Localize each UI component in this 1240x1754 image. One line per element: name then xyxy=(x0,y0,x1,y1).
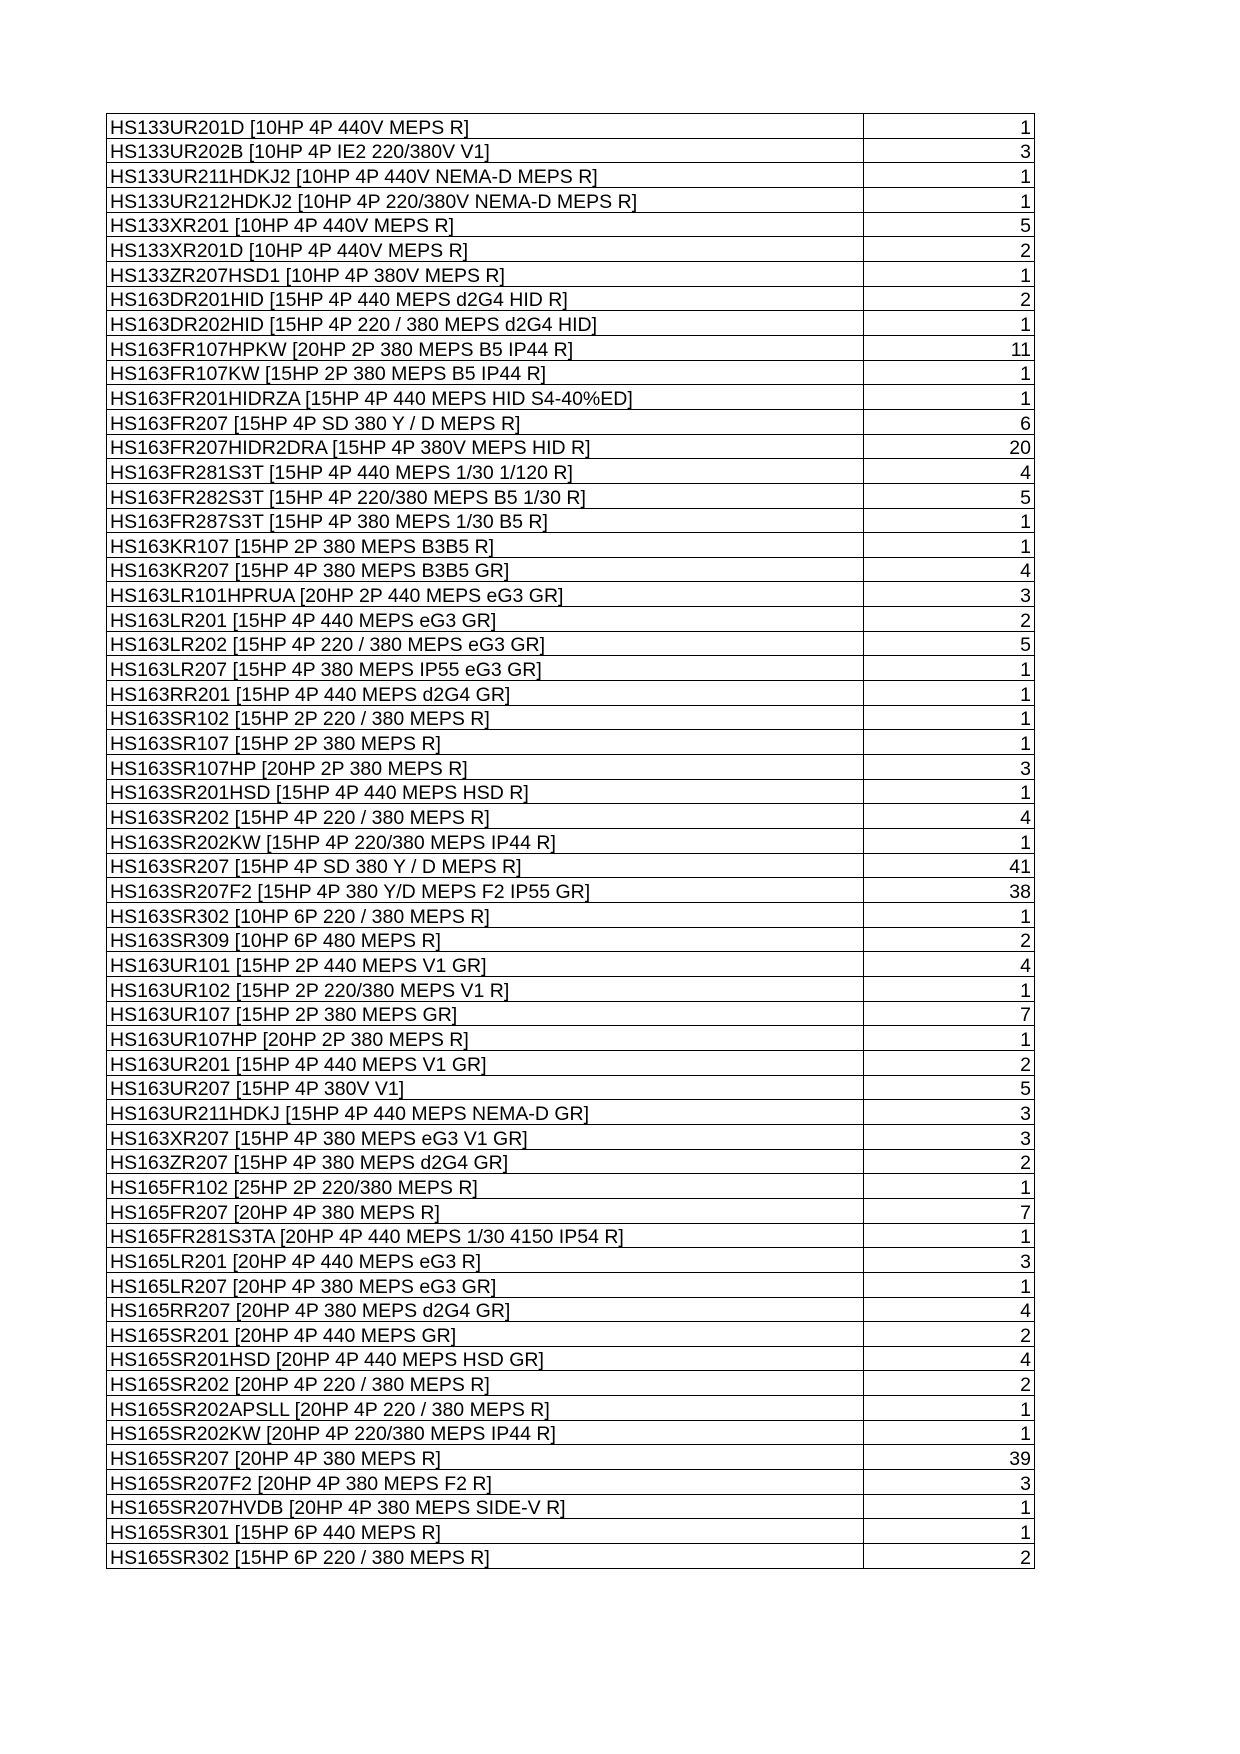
quantity-cell: 1 xyxy=(864,1026,1035,1051)
product-description-cell: HS163SR107HP [20HP 2P 380 MEPS R] xyxy=(107,755,864,780)
product-description-cell: HS165RR207 [20HP 4P 380 MEPS d2G4 GR] xyxy=(107,1297,864,1322)
product-description-cell: HS163FR107KW [15HP 2P 380 MEPS B5 IP44 R] xyxy=(107,360,864,385)
quantity-cell: 38 xyxy=(864,878,1035,903)
quantity-cell: 1 xyxy=(864,1519,1035,1544)
table-row xyxy=(107,1100,1035,1125)
quantity-cell: 5 xyxy=(864,1075,1035,1100)
table-row xyxy=(107,1050,1035,1075)
table-row xyxy=(107,1248,1035,1273)
product-description-cell: HS165SR202KW [20HP 4P 220/380 MEPS IP44 R] xyxy=(107,1420,864,1445)
table-row xyxy=(107,1174,1035,1199)
inventory-table-body xyxy=(107,114,1035,1569)
table-row xyxy=(107,705,1035,730)
product-description-cell: HS165SR201 [20HP 4P 440 MEPS GR] xyxy=(107,1322,864,1347)
quantity-cell: 5 xyxy=(864,631,1035,656)
quantity-cell: 1 xyxy=(864,311,1035,336)
quantity-cell: 2 xyxy=(864,1371,1035,1396)
table-row xyxy=(107,138,1035,163)
table-row xyxy=(107,1124,1035,1149)
quantity-cell: 1 xyxy=(864,508,1035,533)
quantity-cell: 1 xyxy=(864,829,1035,854)
product-description-cell: HS163FR107HPKW [20HP 2P 380 MEPS B5 IP44 R] xyxy=(107,335,864,360)
product-description-cell: HS165SR202APSLL [20HP 4P 220 / 380 MEPS R] xyxy=(107,1396,864,1421)
product-description-cell: HS163UR211HDKJ [15HP 4P 440 MEPS NEMA-D GR] xyxy=(107,1100,864,1125)
product-description-cell: HS163UR201 [15HP 4P 440 MEPS V1 GR] xyxy=(107,1050,864,1075)
product-description-cell: HS163UR102 [15HP 2P 220/380 MEPS V1 R] xyxy=(107,976,864,1001)
quantity-cell: 3 xyxy=(864,1248,1035,1273)
product-description-cell: HS163LR201 [15HP 4P 440 MEPS eG3 GR] xyxy=(107,607,864,632)
table-row xyxy=(107,903,1035,928)
quantity-cell: 2 xyxy=(864,237,1035,262)
table-row xyxy=(107,434,1035,459)
product-description-cell: HS163SR309 [10HP 6P 480 MEPS R] xyxy=(107,927,864,952)
table-row xyxy=(107,730,1035,755)
product-description-cell: HS163SR202KW [15HP 4P 220/380 MEPS IP44 R] xyxy=(107,829,864,854)
table-row xyxy=(107,1149,1035,1174)
product-description-cell: HS163SR201HSD [15HP 4P 440 MEPS HSD R] xyxy=(107,779,864,804)
product-description-cell: HS165SR202 [20HP 4P 220 / 380 MEPS R] xyxy=(107,1371,864,1396)
table-row xyxy=(107,286,1035,311)
table-row xyxy=(107,261,1035,286)
product-description-cell: HS163ZR207 [15HP 4P 380 MEPS d2G4 GR] xyxy=(107,1149,864,1174)
table-row xyxy=(107,1494,1035,1519)
table-row xyxy=(107,779,1035,804)
product-description-cell: HS163UR107HP [20HP 2P 380 MEPS R] xyxy=(107,1026,864,1051)
table-row xyxy=(107,681,1035,706)
quantity-cell: 3 xyxy=(864,1470,1035,1495)
product-description-cell: HS163SR202 [15HP 4P 220 / 380 MEPS R] xyxy=(107,804,864,829)
table-row xyxy=(107,1026,1035,1051)
table-row xyxy=(107,1519,1035,1544)
product-description-cell: HS133UR212HDKJ2 [10HP 4P 220/380V NEMA-D MEPS R] xyxy=(107,187,864,212)
quantity-cell: 41 xyxy=(864,853,1035,878)
table-row xyxy=(107,409,1035,434)
table-row xyxy=(107,1396,1035,1421)
quantity-cell: 1 xyxy=(864,187,1035,212)
product-description-cell: HS163FR207 [15HP 4P SD 380 Y / D MEPS R] xyxy=(107,409,864,434)
product-description-cell: HS165SR207 [20HP 4P 380 MEPS R] xyxy=(107,1445,864,1470)
product-description-cell: HS163XR207 [15HP 4P 380 MEPS eG3 V1 GR] xyxy=(107,1124,864,1149)
table-row xyxy=(107,533,1035,558)
table-row xyxy=(107,1445,1035,1470)
quantity-cell: 4 xyxy=(864,557,1035,582)
quantity-cell: 5 xyxy=(864,212,1035,237)
product-description-cell: HS133XR201D [10HP 4P 440V MEPS R] xyxy=(107,237,864,262)
table-row xyxy=(107,1223,1035,1248)
quantity-cell: 1 xyxy=(864,114,1035,139)
product-description-cell: HS165SR302 [15HP 6P 220 / 380 MEPS R] xyxy=(107,1544,864,1569)
table-row xyxy=(107,1075,1035,1100)
table-row xyxy=(107,607,1035,632)
quantity-cell: 1 xyxy=(864,1223,1035,1248)
table-row xyxy=(107,656,1035,681)
quantity-cell: 1 xyxy=(864,1420,1035,1445)
table-row xyxy=(107,508,1035,533)
quantity-cell: 2 xyxy=(864,1544,1035,1569)
quantity-cell: 7 xyxy=(864,1198,1035,1223)
quantity-cell: 1 xyxy=(864,779,1035,804)
quantity-cell: 2 xyxy=(864,927,1035,952)
table-row xyxy=(107,927,1035,952)
table-row xyxy=(107,853,1035,878)
product-description-cell: HS163UR107 [15HP 2P 380 MEPS GR] xyxy=(107,1001,864,1026)
quantity-cell: 1 xyxy=(864,976,1035,1001)
product-description-cell: HS163RR201 [15HP 4P 440 MEPS d2G4 GR] xyxy=(107,681,864,706)
product-description-cell: HS163UR207 [15HP 4P 380V V1] xyxy=(107,1075,864,1100)
table-row xyxy=(107,1198,1035,1223)
quantity-cell: 2 xyxy=(864,286,1035,311)
table-row xyxy=(107,335,1035,360)
product-description-cell: HS163SR207F2 [15HP 4P 380 Y/D MEPS F2 IP55 GR] xyxy=(107,878,864,903)
quantity-cell: 2 xyxy=(864,1050,1035,1075)
product-description-cell: HS133ZR207HSD1 [10HP 4P 380V MEPS R] xyxy=(107,261,864,286)
quantity-cell: 2 xyxy=(864,1149,1035,1174)
table-row xyxy=(107,755,1035,780)
quantity-cell: 1 xyxy=(864,1396,1035,1421)
table-row xyxy=(107,1322,1035,1347)
product-description-cell: HS163FR287S3T [15HP 4P 380 MEPS 1/30 B5 R] xyxy=(107,508,864,533)
quantity-cell: 1 xyxy=(864,360,1035,385)
table-row xyxy=(107,1420,1035,1445)
product-description-cell: HS165LR201 [20HP 4P 440 MEPS eG3 R] xyxy=(107,1248,864,1273)
quantity-cell: 6 xyxy=(864,409,1035,434)
product-description-cell: HS163FR201HIDRZA [15HP 4P 440 MEPS HID S4-40%ED] xyxy=(107,385,864,410)
quantity-cell: 20 xyxy=(864,434,1035,459)
product-description-cell: HS163LR202 [15HP 4P 220 / 380 MEPS eG3 GR] xyxy=(107,631,864,656)
table-row xyxy=(107,163,1035,188)
product-description-cell: HS165SR207HVDB [20HP 4P 380 MEPS SIDE-V R] xyxy=(107,1494,864,1519)
product-description-cell: HS163FR207HIDR2DRA [15HP 4P 380V MEPS HID R] xyxy=(107,434,864,459)
table-row xyxy=(107,1272,1035,1297)
table-row xyxy=(107,212,1035,237)
table-row xyxy=(107,237,1035,262)
table-row xyxy=(107,1544,1035,1569)
quantity-cell: 1 xyxy=(864,1272,1035,1297)
quantity-cell: 3 xyxy=(864,1100,1035,1125)
quantity-cell: 1 xyxy=(864,681,1035,706)
product-description-cell: HS165FR281S3TA [20HP 4P 440 MEPS 1/30 4150 IP54 R] xyxy=(107,1223,864,1248)
quantity-cell: 4 xyxy=(864,1297,1035,1322)
quantity-cell: 1 xyxy=(864,261,1035,286)
quantity-cell: 1 xyxy=(864,1174,1035,1199)
quantity-cell: 1 xyxy=(864,385,1035,410)
table-row xyxy=(107,804,1035,829)
quantity-cell: 3 xyxy=(864,582,1035,607)
product-description-cell: HS163KR207 [15HP 4P 380 MEPS B3B5 GR] xyxy=(107,557,864,582)
table-row xyxy=(107,829,1035,854)
inventory-table xyxy=(106,113,1035,1569)
table-row xyxy=(107,187,1035,212)
quantity-cell: 1 xyxy=(864,730,1035,755)
table-row xyxy=(107,878,1035,903)
product-description-cell: HS163LR207 [15HP 4P 380 MEPS IP55 eG3 GR] xyxy=(107,656,864,681)
quantity-cell: 4 xyxy=(864,1346,1035,1371)
quantity-cell: 1 xyxy=(864,705,1035,730)
quantity-cell: 4 xyxy=(864,459,1035,484)
table-row xyxy=(107,483,1035,508)
table-row xyxy=(107,385,1035,410)
table-row xyxy=(107,360,1035,385)
table-row xyxy=(107,114,1035,139)
quantity-cell: 3 xyxy=(864,138,1035,163)
product-description-cell: HS165SR207F2 [20HP 4P 380 MEPS F2 R] xyxy=(107,1470,864,1495)
quantity-cell: 2 xyxy=(864,607,1035,632)
product-description-cell: HS163DR201HID [15HP 4P 440 MEPS d2G4 HID R] xyxy=(107,286,864,311)
quantity-cell: 1 xyxy=(864,1494,1035,1519)
product-description-cell: HS133UR202B [10HP 4P IE2 220/380V V1] xyxy=(107,138,864,163)
product-description-cell: HS133XR201 [10HP 4P 440V MEPS R] xyxy=(107,212,864,237)
quantity-cell: 1 xyxy=(864,533,1035,558)
table-row xyxy=(107,459,1035,484)
quantity-cell: 5 xyxy=(864,483,1035,508)
quantity-cell: 3 xyxy=(864,1124,1035,1149)
product-description-cell: HS165FR207 [20HP 4P 380 MEPS R] xyxy=(107,1198,864,1223)
quantity-cell: 39 xyxy=(864,1445,1035,1470)
quantity-cell: 1 xyxy=(864,903,1035,928)
table-row xyxy=(107,976,1035,1001)
product-description-cell: HS165SR301 [15HP 6P 440 MEPS R] xyxy=(107,1519,864,1544)
quantity-cell: 7 xyxy=(864,1001,1035,1026)
table-row xyxy=(107,631,1035,656)
quantity-cell: 4 xyxy=(864,804,1035,829)
product-description-cell: HS165FR102 [25HP 2P 220/380 MEPS R] xyxy=(107,1174,864,1199)
table-row xyxy=(107,557,1035,582)
table-row xyxy=(107,1470,1035,1495)
product-description-cell: HS163SR207 [15HP 4P SD 380 Y / D MEPS R] xyxy=(107,853,864,878)
table-row xyxy=(107,1346,1035,1371)
product-description-cell: HS163DR202HID [15HP 4P 220 / 380 MEPS d2G4 HID] xyxy=(107,311,864,336)
product-description-cell: HS163SR302 [10HP 6P 220 / 380 MEPS R] xyxy=(107,903,864,928)
product-description-cell: HS163UR101 [15HP 2P 440 MEPS V1 GR] xyxy=(107,952,864,977)
product-description-cell: HS163SR107 [15HP 2P 380 MEPS R] xyxy=(107,730,864,755)
product-description-cell: HS165LR207 [20HP 4P 380 MEPS eG3 GR] xyxy=(107,1272,864,1297)
table-row xyxy=(107,1001,1035,1026)
quantity-cell: 11 xyxy=(864,335,1035,360)
product-description-cell: HS165SR201HSD [20HP 4P 440 MEPS HSD GR] xyxy=(107,1346,864,1371)
table-row xyxy=(107,582,1035,607)
quantity-cell: 1 xyxy=(864,163,1035,188)
product-description-cell: HS133UR201D [10HP 4P 440V MEPS R] xyxy=(107,114,864,139)
product-description-cell: HS133UR211HDKJ2 [10HP 4P 440V NEMA-D MEPS R] xyxy=(107,163,864,188)
product-description-cell: HS163KR107 [15HP 2P 380 MEPS B3B5 R] xyxy=(107,533,864,558)
table-row xyxy=(107,1371,1035,1396)
table-row xyxy=(107,1297,1035,1322)
quantity-cell: 1 xyxy=(864,656,1035,681)
quantity-cell: 3 xyxy=(864,755,1035,780)
product-description-cell: HS163FR281S3T [15HP 4P 440 MEPS 1/30 1/120 R] xyxy=(107,459,864,484)
product-description-cell: HS163LR101HPRUA [20HP 2P 440 MEPS eG3 GR] xyxy=(107,582,864,607)
table-row xyxy=(107,311,1035,336)
quantity-cell: 2 xyxy=(864,1322,1035,1347)
table-row xyxy=(107,952,1035,977)
product-description-cell: HS163FR282S3T [15HP 4P 220/380 MEPS B5 1/30 R] xyxy=(107,483,864,508)
product-description-cell: HS163SR102 [15HP 2P 220 / 380 MEPS R] xyxy=(107,705,864,730)
quantity-cell: 4 xyxy=(864,952,1035,977)
